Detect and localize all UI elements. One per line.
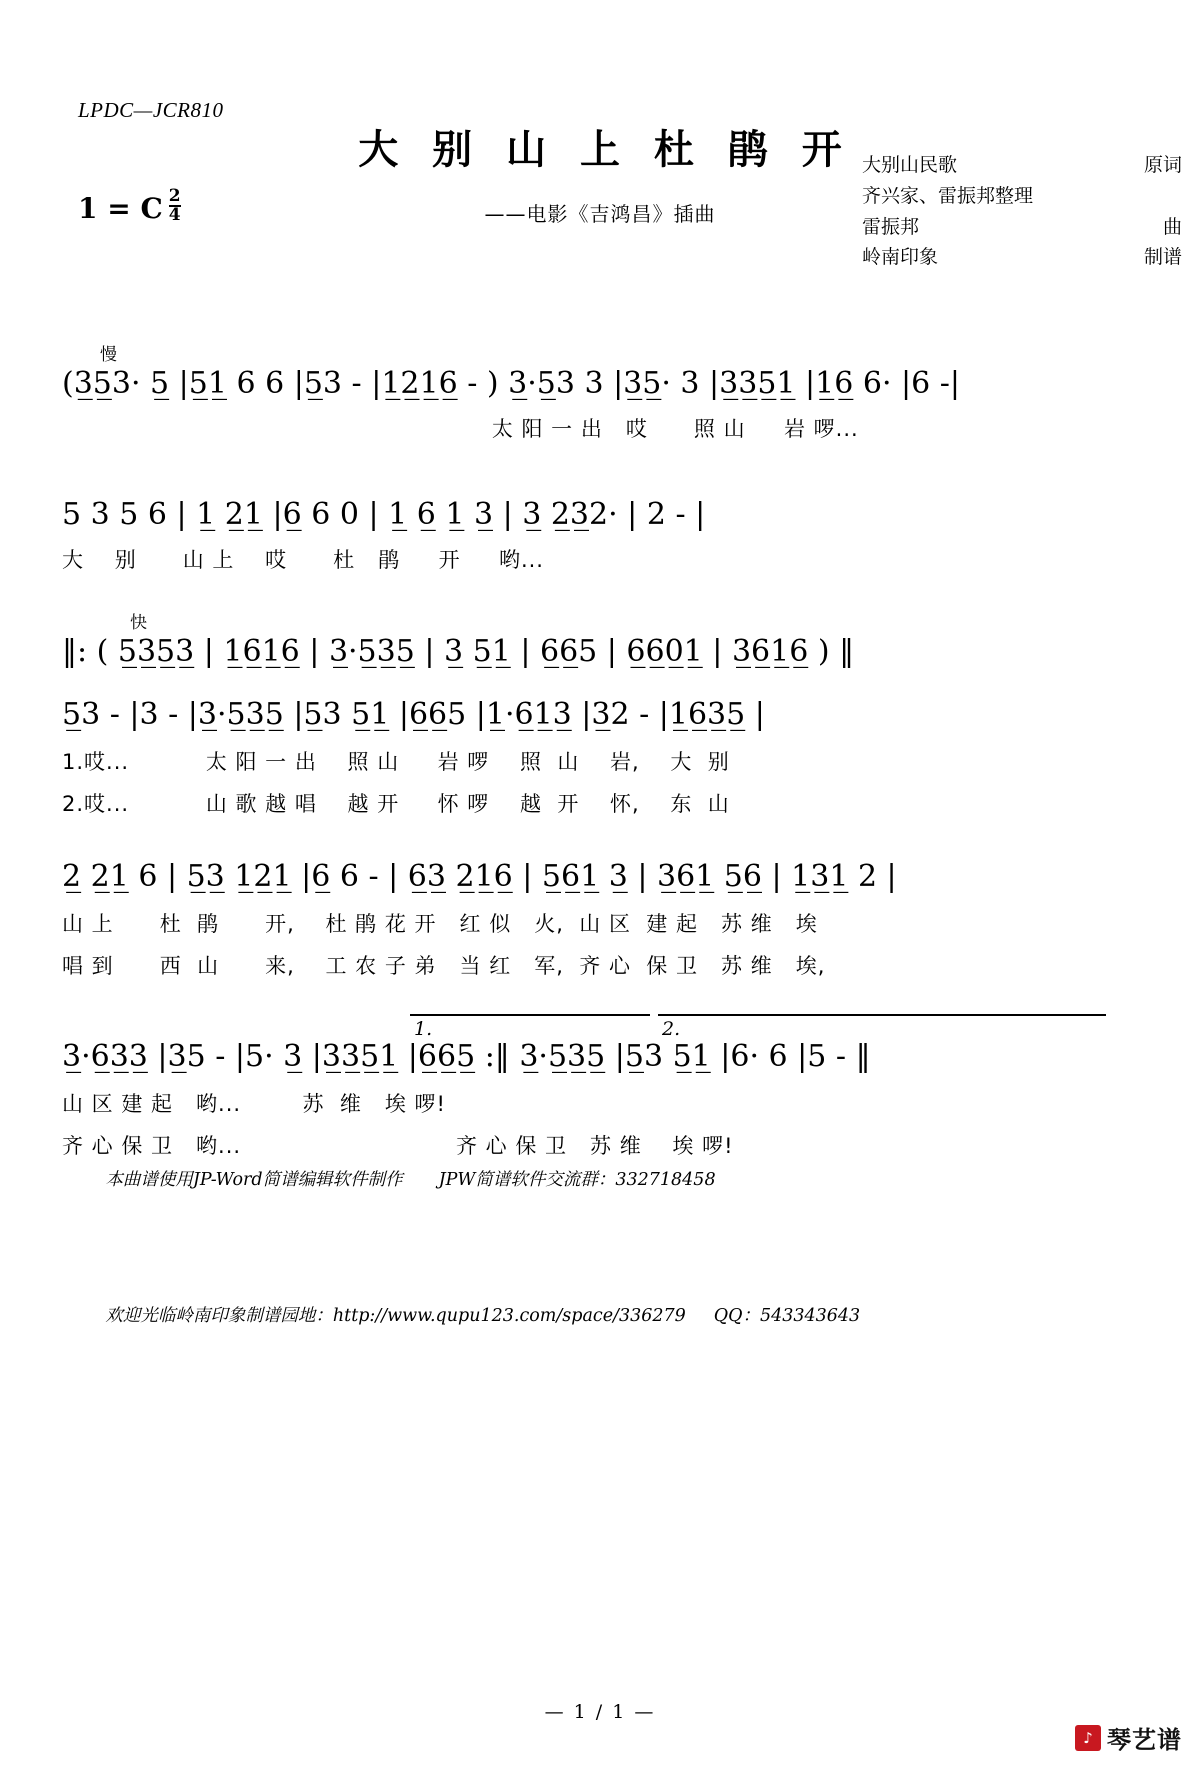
lyrics-line: 太 阳 一 出 哎 照 山 岩 啰... (62, 417, 859, 441)
volta-1-bracket (410, 1014, 650, 1016)
footer-software-note: 本曲谱使用JP-Word简谱编辑软件制作 (105, 1170, 403, 1191)
time-signature-denominator: 4 (168, 205, 181, 225)
credit-right: 制谱 (1143, 246, 1182, 269)
music-system-1 (62, 340, 1138, 443)
footer-site-note[interactable]: 欢迎光临岭南印象制谱园地：http://www.qupu123.com/space/336279 (105, 1306, 686, 1326)
time-signature (169, 188, 181, 224)
notation-line: 2̲ 2̲1̲ 6 | 5̲3̲ 1̲2̲1̲ |6̲ 6 - | 6̲3̲ 2̲1̲6̲ | 5̲6̲1̲ 3̲ | 3̲6̲1̲ 5̲6̲ | 1̲3̲1̲ 2 | (62, 859, 897, 894)
music-system-4 (62, 697, 1138, 818)
credit-left: 雷振邦 (862, 215, 920, 238)
credit-right: 曲 (1162, 215, 1182, 238)
page-title: 大 别 山 上 杜 鹃 开 (358, 126, 852, 173)
notation-line: 3̲·6̲3̲3̲ |3̲5 - |5· 3̲ |3̲3̲5̲1̲ |6̲6̲5̲ :‖ 3̲·5̲3̲5̲ |5̲3 5̲1̲ |6· 6 |5 - ‖ (62, 1039, 871, 1074)
time-signature-numerator: 2 (168, 186, 181, 206)
credit-row (862, 181, 1182, 212)
volta-2-label: 2. (662, 1018, 681, 1040)
lyrics-line: 大 别 山 上 哎 杜 鹃 开 哟... (62, 548, 544, 572)
footer-qq-note: QQ：543343643 (713, 1306, 861, 1326)
footer-group-note: JPW简谱软件交流群：332718458 (438, 1170, 716, 1191)
credit-left: 大别山民歌 (862, 154, 958, 176)
subtitle: ——电影《吉鸿昌》插曲 (484, 202, 716, 226)
volta-brackets (62, 1018, 1138, 1042)
volta-1-label: 1. (414, 1018, 433, 1040)
key-signature-text: 1 = C (78, 192, 163, 225)
lyrics-line-verse-2: 2.哎... 山 歌 越 唱 越 开 怀 啰 越 开 怀, 东 山 (62, 792, 730, 816)
notation-line: (3̲5̲3· 5̲ |5̲1̲ 6 6 |5̲3 - |1̲2̲1̲6̲ - ) 3̲·5̲3 3 |3̲5̲· 3 |3̲3̲5̲1̲ |1̲6̲ 6· |6 -| (62, 366, 960, 401)
music-system-5 (62, 859, 1138, 980)
music-system-2 (62, 497, 1138, 574)
credit-row (862, 242, 1182, 273)
tempo-mark-slow: 慢 (100, 345, 117, 365)
page-number: — 1 / 1 — (544, 1701, 656, 1723)
credit-row (862, 212, 1182, 243)
credits-block (862, 150, 1182, 273)
footer-line-1 (72, 1140, 860, 1221)
watermark-label: 琴艺谱 (1107, 1726, 1182, 1754)
lyrics-line-verse-1: 山 区 建 起 哟... 苏 维 埃 啰! (62, 1092, 446, 1116)
footer-line-2 (72, 1276, 860, 1357)
lyrics-line-verse-2: 唱 到 西 山 来, 工 农 子 弟 当 红 军, 齐 心 保 卫 苏 维 埃, (62, 954, 826, 978)
lyrics-line-verse-2: 齐 心 保 卫 哟... 齐 心 保 卫 苏 维 埃 啰! (62, 1134, 734, 1158)
credit-row (862, 150, 1182, 181)
notation-line: 5̲3 - |3 - |3̲·5̲3̲5̲ |5̲3 5̲1̲ |6̲6̲5 |1̲·6̲1̲3̲ |3̲2 - |1̲6̲3̲5̲ | (62, 697, 765, 732)
tempo-mark-fast: 快 (130, 613, 147, 633)
notation-line: ‖: ( 5̲3̲5̲3̲ | 1̲6̲1̲6̲ | 3̲·5̲3̲5̲ | 3̲ 5̲1̲ | 6̲6̲5 | 6̲6̲0̲1̲ | 3̲6̲1̲6̲ ) ‖ (62, 634, 855, 669)
credit-left: 齐兴家、雷振邦整理 (862, 184, 1034, 207)
music-note-icon: ♪ (1075, 1725, 1101, 1751)
footer-notes (72, 1086, 860, 1412)
notation-line: 5 3 5 6 | 1̲ 2̲1̲ |6̲ 6 0 | 1̲ 6̲ 1̲ 3̲ | 3̲ 2̲3̲2· | 2 - | (62, 497, 706, 532)
key-signature (78, 188, 181, 225)
document-code: LPDC—JCR810 (78, 98, 224, 122)
lyrics-line-verse-1: 1.哎... 太 阳 一 出 照 山 岩 啰 照 山 岩, 大 别 (62, 750, 730, 774)
credit-left: 岭南印象 (862, 246, 939, 269)
music-system-3 (62, 608, 1138, 667)
lyrics-line-verse-1: 山 上 杜 鹃 开, 杜 鹃 花 开 红 似 火, 山 区 建 起 苏 维 埃 (62, 912, 818, 936)
watermark (1075, 1720, 1182, 1755)
volta-2-bracket (658, 1014, 1106, 1016)
credit-right: 原词 (1143, 154, 1182, 176)
